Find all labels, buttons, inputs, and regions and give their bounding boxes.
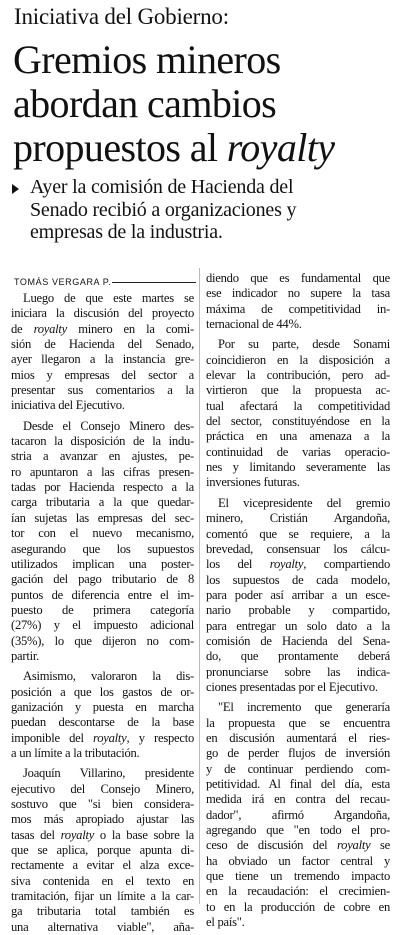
body-text-line: elevar la contribución, pero ad- (206, 368, 390, 383)
body-text-line: ían sujetas las empresas del sec- (11, 510, 194, 525)
body-text-line: sión de Hacienda del Senado, (11, 337, 194, 352)
body-text-line: en la recaudación: el crecimien- (206, 884, 390, 899)
body-text-line: los del royalty, compartiendo (206, 557, 390, 572)
body-text-line: ayer llegaron a la instancia gre- (11, 352, 194, 367)
body-text-line: gación del pago tributario de 8 (11, 572, 194, 587)
body-text-line: puntos de diferencia entre el im- (11, 587, 194, 602)
body-text-line: utilizados implican una poster- (11, 556, 194, 571)
body-text-line: práctica en una amenaza a la (206, 429, 390, 444)
body-text-line: asegurando que los supuestos (11, 541, 194, 556)
body-text-line: partir. (11, 648, 39, 663)
body-column-1 (11, 291, 194, 935)
body-text-line: Desde el Consejo Minero des- (23, 418, 194, 433)
body-text-line: ternacional de 44%. (206, 317, 302, 332)
body-text-line: ganización y puesta en marcha (11, 699, 194, 714)
body-text-line: agregando que "en todo el pro- (206, 823, 390, 838)
body-column-2 (206, 271, 390, 930)
body-text-line: máxima de competitividad in- (206, 301, 390, 316)
body-text-line: ceso de discusión del royalty se (206, 838, 391, 853)
article-byline: TOMÁS VERGARA P. (14, 277, 112, 287)
body-text-line: to en la producción de cobre en (206, 899, 390, 914)
body-text-line: brevedad, consensuar los cálcu- (206, 541, 390, 556)
body-text-line: rectamente a evitar el alza exce- (11, 858, 194, 873)
headline-line-1: Gremios mineros (13, 37, 281, 82)
body-text-line: iniciativa del Ejecutivo. (11, 398, 125, 413)
body-text-line: los supuestos de cada modelo, (206, 572, 390, 587)
article-kicker: Iniciativa del Gobierno: (14, 4, 229, 29)
body-text-line: siva contenida en el texto en (11, 873, 194, 888)
body-text-line: del sector, constituyéndose en la (206, 414, 390, 429)
body-text-line: de royalty minero en la comi- (11, 321, 194, 336)
headline-line-2: abordan cambios (13, 81, 277, 126)
column-divider (199, 268, 200, 904)
body-text-line: petitividad. Al final del día, esta (206, 777, 390, 791)
headline-royalty-italic: royalty (226, 125, 335, 170)
article-headline (13, 38, 393, 170)
body-text-line: nes y limitando severamente las (206, 460, 390, 475)
body-text-line: (35%), lo que dijeron no com- (11, 633, 194, 648)
body-text-line: tual afectará la competitividad (206, 398, 390, 413)
lead-line-1: Ayer la comisión de Hacienda del (30, 176, 294, 198)
body-text-line: virtieron que la propuesta ac- (206, 383, 390, 398)
body-text-line: una alternativa viable", aña- (11, 919, 194, 934)
body-text-line: ese indicador no supere la tasa (206, 286, 390, 301)
body-text-line: mios y empresas del sector a (11, 367, 194, 382)
body-text-line: nario probable y compartido, (206, 603, 390, 618)
body-text-line: tor con el nuevo mecanismo, (11, 526, 194, 541)
body-text-line: que tiene un tremendo impacto (206, 869, 390, 884)
royalty-italic: royalty (33, 321, 68, 336)
body-text-line: comisión de Hacienda del Sena- (206, 633, 390, 648)
body-text-line: posición a que los gastos de or- (11, 684, 194, 699)
body-text-line: dador", afirmó Argandoña, (206, 807, 390, 822)
body-text-line: tadas por Hacienda respecto a la (11, 480, 194, 495)
body-text-line: que se aplica, porque apunta di- (11, 843, 194, 858)
body-text-line: ga tributaria total también es (11, 904, 194, 919)
body-text-line: para poder así arribar a un esce- (206, 587, 390, 602)
body-text-line: en discusión aumentará el ries- (206, 730, 390, 745)
body-text-line: do, que prontamente deberá (206, 649, 390, 664)
body-text-line: Asimismo, valoraron la dis- (23, 669, 194, 684)
body-text-line: pronunciarse sobre las indica- (206, 664, 390, 679)
royalty-italic: royalty (336, 838, 371, 853)
body-text-line: y de continuar perdiendo com- (206, 761, 390, 776)
body-text-line: presentar sus comentarios a la (11, 383, 194, 398)
lead-line-3: empresas de la industria. (30, 221, 223, 243)
body-text-line: puedan descontarse de la base (11, 715, 194, 730)
body-text-line: Luego de que este martes se (23, 291, 194, 305)
article-lead (12, 176, 394, 244)
body-text-line: mos más apropiado ajustar las (11, 812, 194, 827)
body-text-line: ro apuntaron a las cifras presen- (11, 464, 194, 479)
body-text-line: diendo que es fundamental que (206, 271, 390, 285)
body-text-line: carga tributaria a la que quedar- (11, 495, 194, 510)
body-text-line: imponible del royalty, y respecto (11, 730, 194, 745)
body-text-line: tramitación, fijar un límite a la car- (11, 889, 194, 904)
body-text-line: ha obviado un factor central y (206, 853, 390, 868)
body-text-line: tasas del royalty o la base sobre la (11, 827, 194, 842)
body-text-line: continuidad de varias operacio- (206, 444, 390, 459)
body-text-line: iniciara la discusión del proyecto (11, 306, 194, 321)
body-text-line: puesto de primera categoría (11, 602, 194, 617)
body-text-line: coincidieron en la disposición a (206, 352, 390, 367)
body-text-line: Por su parte, desde Sonami (218, 337, 390, 352)
royalty-italic: royalty (269, 557, 304, 572)
body-text-line: medida irá en contra del recau- (206, 792, 390, 807)
body-text-line: go de perder flujos de inversión (206, 746, 390, 761)
body-text-line: la propuesta que se encuentra (206, 715, 390, 730)
body-text-line: El vicepresidente del gremio (218, 495, 390, 510)
royalty-italic: royalty (93, 730, 127, 745)
body-text-line: inversiones futuras. (206, 475, 300, 490)
body-text-line: sostuvo que "si bien considera- (11, 797, 194, 811)
body-text-line: "El incremento que generaría (218, 700, 390, 715)
lead-text (30, 176, 394, 244)
body-text-line: para entregar un solo dato a la (206, 618, 390, 633)
body-text-line: ejecutivo del Consejo Minero, (11, 781, 194, 796)
body-text-line: tacaron la disposición de la indu- (11, 434, 194, 449)
body-text-line: ciones presentadas por el Ejecutivo. (206, 679, 378, 694)
body-text-line: Joaquín Villarino, presidente (23, 766, 194, 781)
body-text-line: minero, Cristián Argandoña, (206, 511, 390, 526)
lead-line-2: Senado recibió a organizaciones y (30, 198, 297, 221)
body-text-line: comentó que se requiere, a la (206, 526, 390, 541)
lead-arrow-icon (12, 184, 19, 194)
royalty-italic: royalty (60, 827, 95, 842)
byline-rule (112, 282, 196, 283)
headline-line-3 (13, 126, 393, 170)
body-text-line: (27%) y el impuesto adicional (11, 618, 194, 633)
body-text-line: el país". (206, 915, 245, 930)
body-text-line: stria a avanzar en ajustes, pe- (11, 449, 194, 464)
headline-line-3-prefix: propuestos al (13, 125, 227, 170)
body-text-line: a un límite a la tributación. (11, 745, 140, 760)
